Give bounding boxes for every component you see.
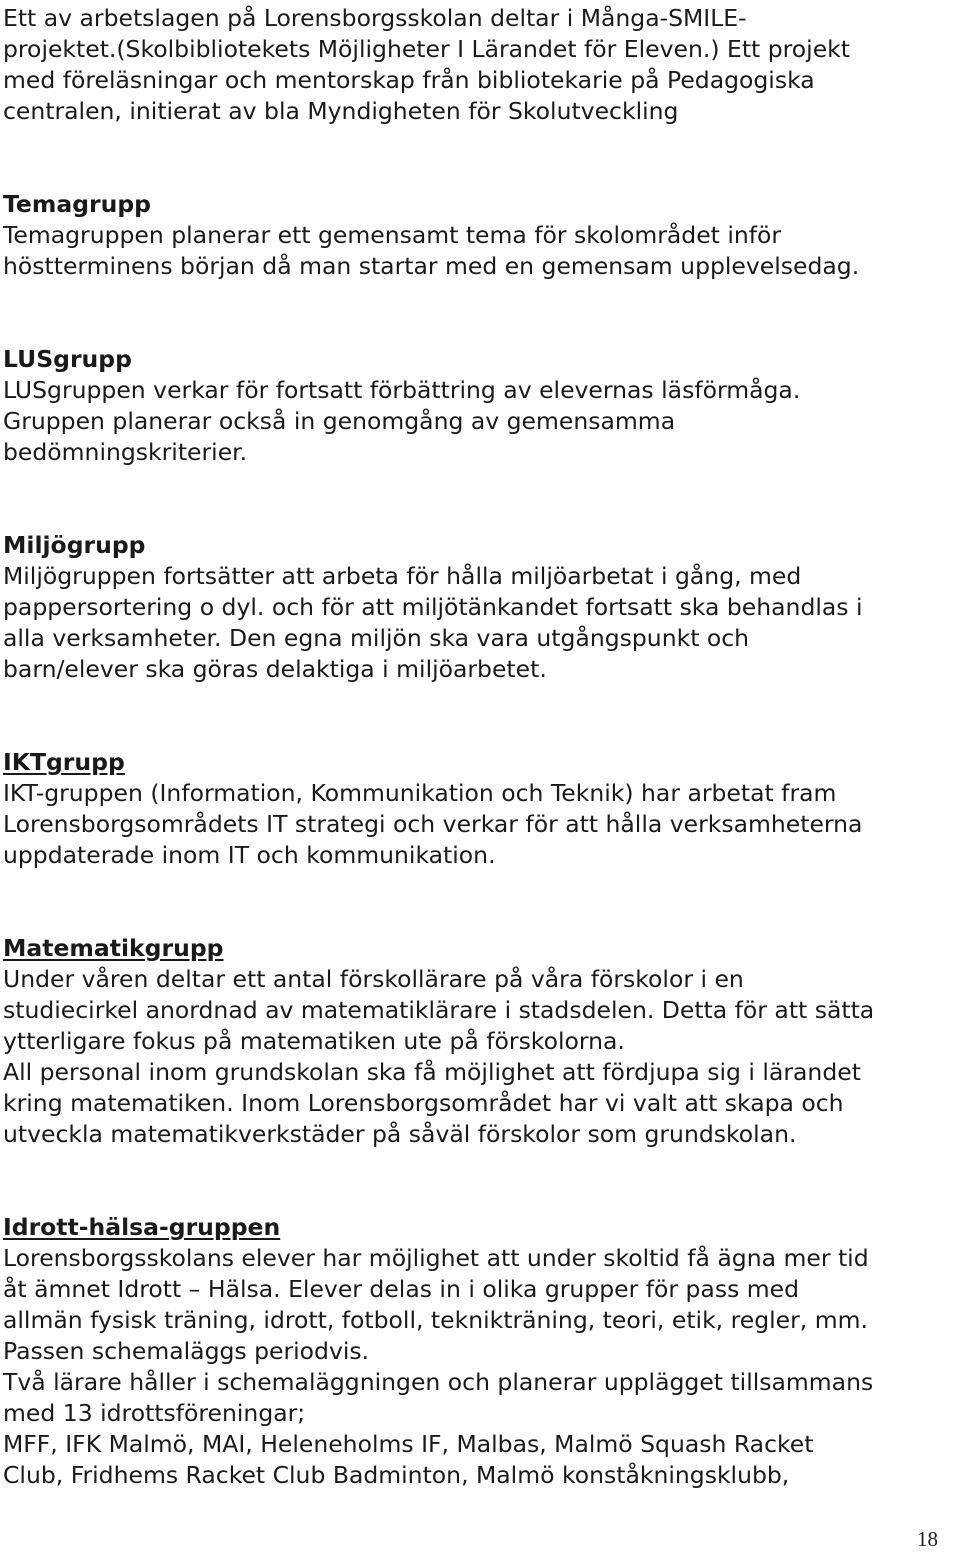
section-heading: IKTgrupp <box>3 748 125 776</box>
body-line: Miljögruppen fortsätter att arbeta för hålla miljöarbetat i gång, med <box>3 562 802 590</box>
intro-line: projektet.(Skolbibliotekets Möjligheter I Lärandet för Eleven.) Ett projekt <box>3 35 850 63</box>
body-line: allmän fysisk träning, idrott, fotboll, teknikträning, teori, etik, regler, mm. <box>3 1306 868 1334</box>
body-line: uppdaterade inom IT och kommunikation. <box>3 841 496 869</box>
section-heading: Temagrupp <box>3 190 151 218</box>
body-line: Lorensborgsskolans elever har möjlighet att under skoltid få ägna mer tid <box>3 1244 869 1272</box>
section-heading: LUSgrupp <box>3 345 132 373</box>
body-line: Temagruppen planerar ett gemensamt tema för skolområdet inför <box>3 221 782 249</box>
body-line: Passen schemaläggs periodvis. <box>3 1337 370 1365</box>
intro-line: centralen, initierat av bla Myndigheten för Skolutveckling <box>3 97 679 125</box>
body-line: med 13 idrottsföreningar; <box>3 1399 306 1427</box>
section-iktgrupp <box>3 747 958 871</box>
body-line: LUSgruppen verkar för fortsatt förbättring av elevernas läsförmåga. <box>3 376 801 404</box>
document-body <box>3 3 958 1491</box>
body-line: Två lärare håller i schemaläggningen och planerar upplägget tillsammans <box>3 1368 874 1396</box>
body-line: pappersortering o dyl. och för att miljötänkandet fortsatt ska behandlas i <box>3 593 863 621</box>
body-line: IKT-gruppen (Information, Kommunikation och Teknik) har arbetat fram <box>3 779 837 807</box>
body-line: barn/elever ska göras delaktiga i miljöarbetet. <box>3 655 547 683</box>
section-body <box>3 1243 958 1491</box>
section-body <box>3 561 958 685</box>
body-line: bedömningskriterier. <box>3 438 248 466</box>
section-matematikgrupp <box>3 933 958 1150</box>
intro-line: Ett av arbetslagen på Lorensborgsskolan deltar i Många-SMILE- <box>3 4 747 32</box>
body-line: höstterminens början då man startar med en gemensam upplevelsedag. <box>3 252 860 280</box>
section-body <box>3 375 958 468</box>
body-line: Lorensborgsområdets IT strategi och verkar för att hålla verksamheterna <box>3 810 863 838</box>
body-line: åt ämnet Idrott – Hälsa. Elever delas in i olika grupper för pass med <box>3 1275 800 1303</box>
body-line: kring matematiken. Inom Lorensborgsområdet har vi valt att skapa och <box>3 1089 844 1117</box>
section-lusgrupp <box>3 344 958 468</box>
intro-line: med föreläsningar och mentorskap från bibliotekarie på Pedagogiska <box>3 66 815 94</box>
intro-paragraph <box>3 3 958 127</box>
section-heading: Miljögrupp <box>3 531 146 559</box>
body-line: studiecirkel anordnad av matematiklärare i stadsdelen. Detta för att sätta <box>3 996 875 1024</box>
body-line: alla verksamheter. Den egna miljön ska vara utgångspunkt och <box>3 624 750 652</box>
section-body <box>3 778 958 871</box>
body-line: ytterligare fokus på matematiken ute på förskolorna. <box>3 1027 625 1055</box>
section-body <box>3 220 958 282</box>
section-body <box>3 964 958 1150</box>
section-heading: Matematikgrupp <box>3 934 224 962</box>
body-line: Gruppen planerar också in genomgång av gemensamma <box>3 407 676 435</box>
body-line: MFF, IFK Malmö, MAI, Heleneholms IF, Malbas, Malmö Squash Racket <box>3 1430 814 1458</box>
body-line: Club, Fridhems Racket Club Badminton, Malmö konståkningsklubb, <box>3 1461 790 1489</box>
section-temagrupp <box>3 189 958 282</box>
section-miljogrupp <box>3 530 958 685</box>
page-number: 18 <box>917 1527 938 1551</box>
body-line: Under våren deltar ett antal förskollärare på våra förskolor i en <box>3 965 744 993</box>
section-idrott-halsa-gruppen <box>3 1212 958 1491</box>
section-heading: Idrott-hälsa-gruppen <box>3 1213 281 1241</box>
body-line: All personal inom grundskolan ska få möjlighet att fördjupa sig i lärandet <box>3 1058 861 1086</box>
body-line: utveckla matematikverkstäder på såväl förskolor som grundskolan. <box>3 1120 797 1148</box>
